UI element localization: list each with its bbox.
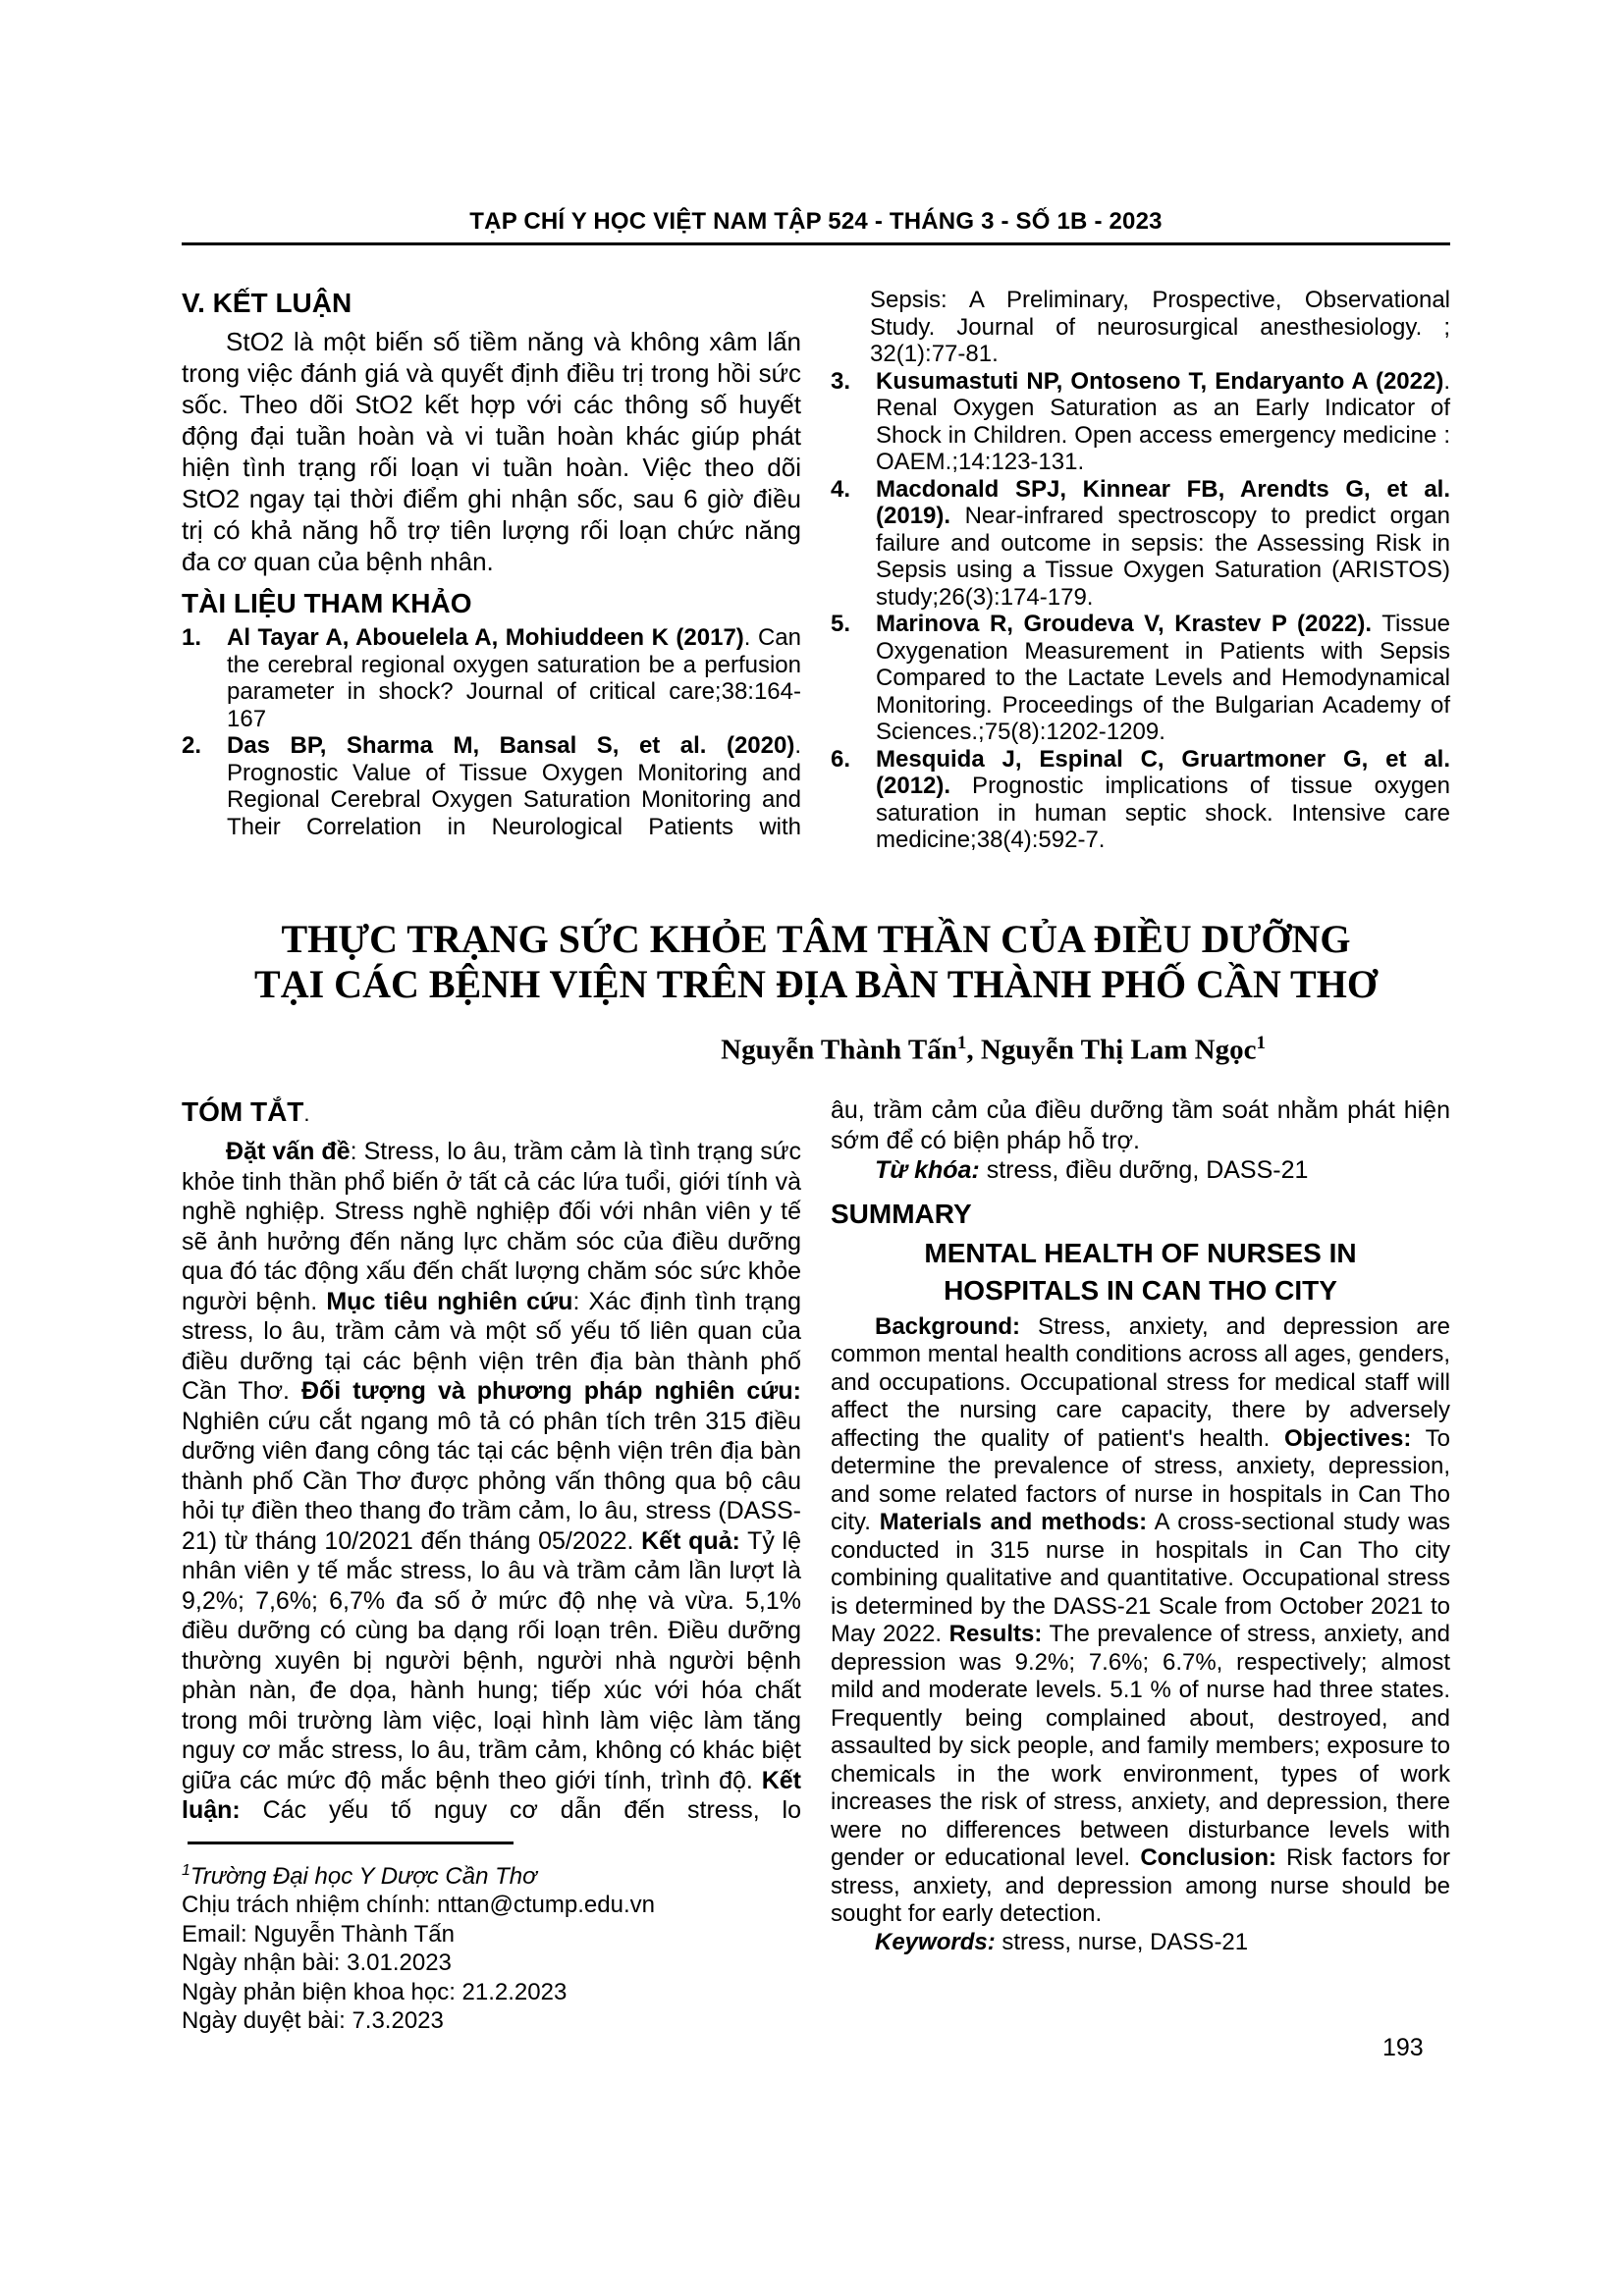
right-column-a (831, 287, 1450, 854)
footnote-reviewed-line: Ngày phản biện khoa học: 21.2.2023 (182, 1978, 568, 2005)
paragraph-text: A cross-sectional study was conducted in 315 nurse in hospitals in Can Tho city combining qualitative and quantitative. Occupational stress is determined by the DASS-21 Scale from October 2021 to May 2022. (831, 1509, 1450, 1648)
references-heading: TÀI LIỆU THAM KHẢO (182, 588, 472, 618)
keywords-en-line (831, 1929, 1450, 1957)
author-name: , Nguyễn Thị Lam Ngọc (966, 1034, 1257, 1066)
abstract-vn-continuation: âu, trầm cảm của điều dưỡng tầm soát nhằm phát hiện sớm để có biện pháp hỗ trợ. (831, 1096, 1450, 1154)
tomtat-heading-dot: . (303, 1101, 310, 1127)
reference-text: . Renal Oxygen Saturation as an Early Indicator of Shock in Children. Open access emergency medicine : OAEM.;14:123-131. (876, 367, 1450, 475)
affiliation-text: Trường Đại học Y Dược Cần Thơ (189, 1862, 537, 1890)
paragraph-text: : Xác định tình trạng stress, lo âu, trầm cảm và một số yếu tố liên quan của điều dưỡng tại các bệnh viện trên địa bàn thành phố Cần Thơ. (182, 1287, 801, 1406)
affiliation-marker: 1 (182, 1861, 190, 1879)
author-affiliation-marker: 1 (1256, 1032, 1266, 1053)
keywords-en-text: stress, nurse, DASS-21 (995, 1928, 1249, 1955)
paragraph-text: Các yếu tố nguy cơ dẫn đến stress, lo (240, 1796, 801, 1825)
reference-item-2 (182, 732, 801, 840)
left-column-b (182, 1095, 801, 2036)
inline-label: Objectives: (1283, 1424, 1412, 1452)
inline-label: Kết quả: (641, 1526, 740, 1555)
affiliation-line (182, 1856, 801, 1892)
reference-item-6 (831, 746, 1450, 854)
footnote-rule (188, 1842, 514, 1844)
summary-title-line2: HOSPITALS IN CAN THO CITY (944, 1274, 1337, 1306)
keywords-en-label: Keywords: (875, 1928, 996, 1955)
paragraph-text: Tỷ lệ nhân viên y tế mắc stress, lo âu và trầm cảm lần lượt là 9,2%; 7,6%; 6,7% đa số ở mức độ nhẹ và vừa. 5,1% điều dưỡng có cùng ba dạng rối loạn trên. Điều dưỡng thường xuyên bị người bệnh, người nhà người bệnh phàn nàn, đe dọa, hành hung; tiếp xúc với hóa chất trong môi trường làm việc, loại hình làm việc làm tăng nguy cơ mắc stress, lo âu, trầm cảm, không có khác biệt giữa các mức độ mắc bệnh theo giới tính, trình độ. (182, 1526, 802, 1794)
reference-number: 2. (182, 732, 202, 759)
paragraph-text: : Stress, lo âu, trầm cảm là tình trạng sức khỏe tinh thần phổ biến ở tất cả các lứa tuổi, giới tính và nghề nghiệp. Stress nghề nghiệp đối với nhân viên y tế sẽ ảnh hưởng đến năng lực chăm sóc của điều dưỡng qua đó tác động xấu đến chất lượng chăm sóc sức khỏe người bệnh. (182, 1138, 801, 1315)
reference-number: 1. (182, 624, 202, 651)
reference-number: 3. (831, 367, 851, 395)
reference-authors: Mesquida J, Espinal C, Gruartmoner G, et al. (2012). (876, 745, 1450, 799)
page-sheet (182, 208, 1450, 2036)
reference-authors: Das BP, Sharma M, Bansal S, et al. (2020) (227, 732, 795, 759)
page-number: 193 (1382, 2034, 1424, 2061)
inline-label: Conclusion: (1140, 1844, 1276, 1872)
paragraph-text: Risk factors for stress, anxiety, and depression among nurse should be sought for early detection. (831, 1844, 1450, 1928)
footnote-accepted-line: Ngày duyệt bài: 7.3.2023 (182, 2007, 444, 2035)
reference-item-1 (182, 624, 801, 732)
reference-number: 6. (831, 745, 851, 773)
summary-title-line1: MENTAL HEALTH OF NURSES IN (924, 1237, 1357, 1268)
reference-item-3 (831, 368, 1450, 476)
reference-authors: Al Tayar A, Abouelela A, Mohiuddeen K (2017) (227, 624, 744, 651)
right-column-b (831, 1095, 1450, 2036)
reference-item-5 (831, 611, 1450, 746)
conclusion-paragraph: StO2 là một biến số tiềm năng và không xâm lấn trong việc đánh giá và quyết định điều trị trong hồi sức sốc. Theo dõi StO2 kết hợp với các thông số huyết động đại tuần hoàn và vi tuần hoàn khác giúp phát hiện tình trạng rối loạn vi tuần hoàn. Việc theo dõi StO2 ngay tại thời điểm ghi nhận sốc, sau 6 giờ điều trị có khả năng hỗ trợ tiên lượng rối loạn chức năng đa cơ quan của bệnh nhân. (182, 327, 801, 576)
paragraph-text: Nghiên cứu cắt ngang mô tả có phân tích trên 315 điều dưỡng viên đang công tác tại các bệnh viện trên địa bàn thành phố Cần Thơ được phỏng vấn thông qua bộ câu hỏi tự điền theo thang đo trầm cảm, lo âu, stress (DASS-21) từ tháng 10/2021 đến tháng 05/2022. (182, 1407, 801, 1555)
journal-running-header: TẠP CHÍ Y HỌC VIỆT NAM TẬP 524 - THÁNG 3 - SỐ 1B - 2023 (469, 208, 1163, 235)
author-name: Nguyễn Thành Tấn (721, 1034, 957, 1066)
footnote-contact-line: Chịu trách nhiệm chính: nttan@ctump.edu.vn (182, 1892, 655, 1919)
summary-heading: SUMMARY (831, 1198, 972, 1229)
keywords-vn-text: stress, điều dưỡng, DASS-21 (979, 1156, 1309, 1185)
paragraph-text: The prevalence of stress, anxiety, and depression was 9.2%; 7.6%; 6.7%, respectively; almost mild and moderate levels. 5.1 % of nurse had three states. Frequently being complained about, destroyed, and assaulted by sick people, and family members; exposure to chemicals in the work environment, types of work increases the risk of stress, anxiety, and depression, there were no differences between disturbance levels with gender or educational level. (831, 1621, 1450, 1872)
reference-authors: Macdonald SPJ, Kinnear FB, Arendts G, et al. (2019). (876, 475, 1450, 529)
tomtat-heading (182, 1095, 801, 1131)
inline-label: Background: (875, 1312, 1021, 1340)
article-title-line2: TẠI CÁC BỆNH VIỆN TRÊN ĐỊA BÀN THÀNH PHỐ CẦN THƠ (254, 961, 1378, 1006)
inline-label: Mục tiêu nghiên cứu (326, 1287, 573, 1315)
reference-authors: Kusumastuti NP, Ontoseno T, Endaryanto A (2022) (876, 367, 1444, 395)
abstract-section (182, 1095, 1450, 2036)
inline-label: Đối tượng và phương pháp nghiên cứu: (300, 1377, 801, 1406)
abstract-en-paragraph (831, 1313, 1450, 1929)
reference-text: . Can the cerebral regional oxygen saturation be a perfusion parameter in shock? Journal of critical care;38:164-167 (227, 624, 801, 732)
authors-line (182, 1033, 1450, 1067)
reference-2-continuation: Sepsis: A Preliminary, Prospective, Observational Study. Journal of neurosurgical anesthesiology. ; 32(1):77-81. (870, 287, 1450, 367)
inline-label: Results: (948, 1621, 1043, 1648)
inline-label: Đặt vấn đề (226, 1138, 351, 1166)
article-title (182, 917, 1450, 1007)
previous-article-section (182, 287, 1450, 854)
conclusion-heading: V. KẾT LUẬN (182, 288, 352, 318)
paragraph-text: Stress, anxiety, and depression are common mental health conditions across all ages, genders, and occupations. Occupational stress for medical staff will affect the nursing care capacity, there by adversely affecting the quality of patient's health. (831, 1312, 1451, 1452)
reference-authors: Marinova R, Groudeva V, Krastev P (2022). (876, 611, 1373, 637)
header-rule (182, 242, 1450, 245)
footnote-block (182, 1842, 801, 2036)
paragraph-text: To determine the prevalence of stress, anxiety, depression, and some related factors of nurse in hospitals in Can Tho city. (831, 1424, 1450, 1536)
reference-text: Near-infrared spectroscopy to predict organ failure and outcome in sepsis: the Assessing Risk in Sepsis using a Tissue Oxygen Saturation (ARISTOS) study;26(3):174-179. (876, 503, 1450, 611)
keywords-vn-line (831, 1155, 1450, 1186)
footnote-received-line: Ngày nhận bài: 3.01.2023 (182, 1949, 452, 1977)
reference-text: . Prognostic Value of Tissue Oxygen Monitoring and Regional Cerebral Oxygen Saturation Monitoring and Their Correlation in Neurological Patients with (227, 732, 801, 840)
left-column-a (182, 287, 801, 854)
summary-title (831, 1235, 1450, 1309)
reference-item-4 (831, 476, 1450, 612)
reference-number: 4. (831, 475, 851, 503)
keywords-vn-label: Từ khóa: (875, 1156, 980, 1185)
tomtat-heading-text: TÓM TẮT (182, 1096, 304, 1128)
abstract-vn-paragraph (182, 1137, 801, 1826)
article-title-line1: THỰC TRẠNG SỨC KHỎE TÂM THẦN CỦA ĐIỀU DƯỠNG (281, 916, 1351, 961)
reference-number: 5. (831, 611, 851, 637)
reference-text: Tissue Oxygenation Measurement in Patients with Sepsis Compared to the Lactate Levels and Hemodynamical Monitoring. Proceedings of the Bulgarian Academy of Sciences.;75(8):1202-1209. (876, 611, 1451, 745)
inline-label: Kết luận: (182, 1766, 801, 1825)
reference-text: Prognostic implications of tissue oxygen saturation in human septic shock. Intensive care medicine;38(4):592-7. (876, 773, 1450, 853)
author-affiliation-marker: 1 (956, 1032, 967, 1053)
footnote-email-line: Email: Nguyễn Thành Tấn (182, 1920, 455, 1948)
inline-label: Materials and methods: (879, 1509, 1148, 1536)
